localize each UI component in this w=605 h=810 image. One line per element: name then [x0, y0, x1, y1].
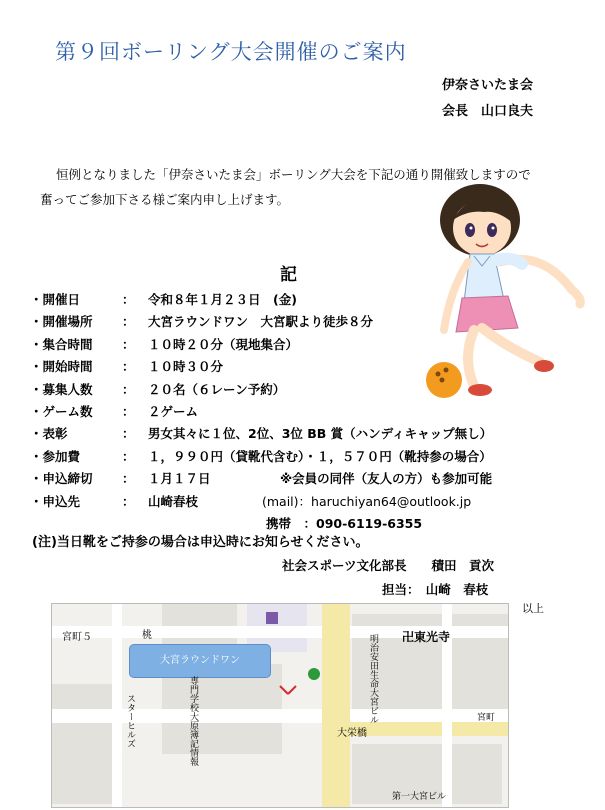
closing-mark: 以上	[522, 602, 544, 615]
detail-colon: ：	[122, 403, 135, 419]
contact-email[interactable]: (mail)：haruchiyan64@outlook.jp	[262, 493, 472, 509]
detail-colon: ：	[122, 448, 135, 464]
detail-label: ・開催場所	[30, 314, 93, 330]
detail-value: 大宮ラウンドワン 大宮駅より徒歩８分	[148, 314, 374, 330]
intro-line-2: 奮ってご参加下さる様ご案内申し上げます。	[40, 192, 290, 207]
detail-colon: ：	[122, 314, 135, 330]
organizer-block	[442, 73, 533, 125]
detail-label: ・ゲーム数	[30, 403, 93, 419]
detail-row-games	[30, 401, 575, 423]
detail-row-deadline	[30, 468, 575, 490]
map-label: 第一大宮ビル	[392, 792, 447, 802]
detail-label: ・募集人数	[30, 381, 93, 397]
map-label: 宮町５	[62, 632, 92, 643]
detail-value: 男女其々に１位、2位、3位 BB 賞（ハンディキャップ無し）	[148, 426, 493, 442]
detail-colon: ：	[122, 336, 135, 352]
map-label: 明治安田生命大宮ビル	[368, 634, 378, 724]
ki-heading: 記	[280, 265, 297, 285]
detail-colon: ：	[122, 426, 135, 442]
detail-row-awards	[30, 423, 575, 445]
detail-value: １月１７日	[148, 471, 211, 487]
detail-value: 山崎春枝	[148, 493, 199, 509]
detail-value: １０時２０分（現地集合）	[148, 336, 299, 352]
event-details	[30, 289, 575, 535]
detail-row-start-time	[30, 356, 575, 378]
organizer-president: 会長 山口良夫	[442, 104, 534, 119]
venue-map[interactable]	[51, 603, 509, 808]
map-label: 大栄橋	[337, 728, 367, 739]
detail-label: ・申込締切	[30, 471, 93, 487]
detail-label: ・申込先	[30, 493, 81, 509]
detail-value: 令和８年１月２３日 (金)	[148, 292, 297, 307]
detail-row-meeting-time	[30, 334, 575, 356]
detail-label: ・開催日	[30, 292, 81, 307]
detail-label: ・表彰	[30, 426, 68, 442]
detail-colon: ：	[122, 292, 135, 307]
intro-line-1: 恒例となりました「伊奈さいたま会」ボーリング大会を下記の通り開催致しますので	[56, 167, 531, 182]
map-label: スターヒルズ	[125, 694, 135, 748]
detail-row-contact	[30, 491, 575, 513]
map-label: 宮町	[477, 713, 496, 723]
detail-colon: ：	[122, 359, 135, 375]
map-label: 卍東光寺	[402, 630, 451, 644]
detail-value: １０時３０分	[148, 359, 224, 375]
detail-value: １，９９０円（貸靴代含む）・１，５７０円（靴持参の場合）	[148, 448, 492, 464]
detail-row-fee	[30, 446, 575, 468]
detail-row-date	[30, 289, 575, 311]
detail-colon: ：	[122, 381, 135, 397]
detail-note: ※会員の同伴（友人の方）も参加可能	[280, 471, 493, 487]
caution-note: (注)当日靴をご持参の場合は申込時にお知らせください。	[32, 535, 369, 550]
detail-value: ２０名（６レーン予約）	[148, 381, 286, 397]
page-title: 第９回ボーリング大会開催のご案内	[55, 40, 407, 64]
signature-person: 担当： 山崎 春枝	[382, 582, 489, 597]
organizer-name: 伊奈さいたま会	[442, 78, 534, 93]
detail-colon: ：	[122, 493, 135, 509]
detail-label: ・開始時間	[30, 359, 93, 375]
detail-row-capacity	[30, 379, 575, 401]
map-label: 専門学校大原簿記情報	[188, 676, 198, 766]
venue-callout: 大宮ラウンドワン	[129, 644, 271, 678]
contact-phone: 携帯 ：090-6119-6355	[266, 515, 423, 531]
detail-label: ・参加費	[30, 448, 81, 464]
detail-colon: ：	[122, 471, 135, 487]
detail-value: ２ゲーム	[148, 403, 199, 419]
detail-row-venue	[30, 311, 575, 333]
map-label: 桃	[142, 630, 152, 641]
detail-label: ・集合時間	[30, 336, 93, 352]
signature-dept: 社会スポーツ文化部長 積田 貢次	[282, 558, 495, 573]
